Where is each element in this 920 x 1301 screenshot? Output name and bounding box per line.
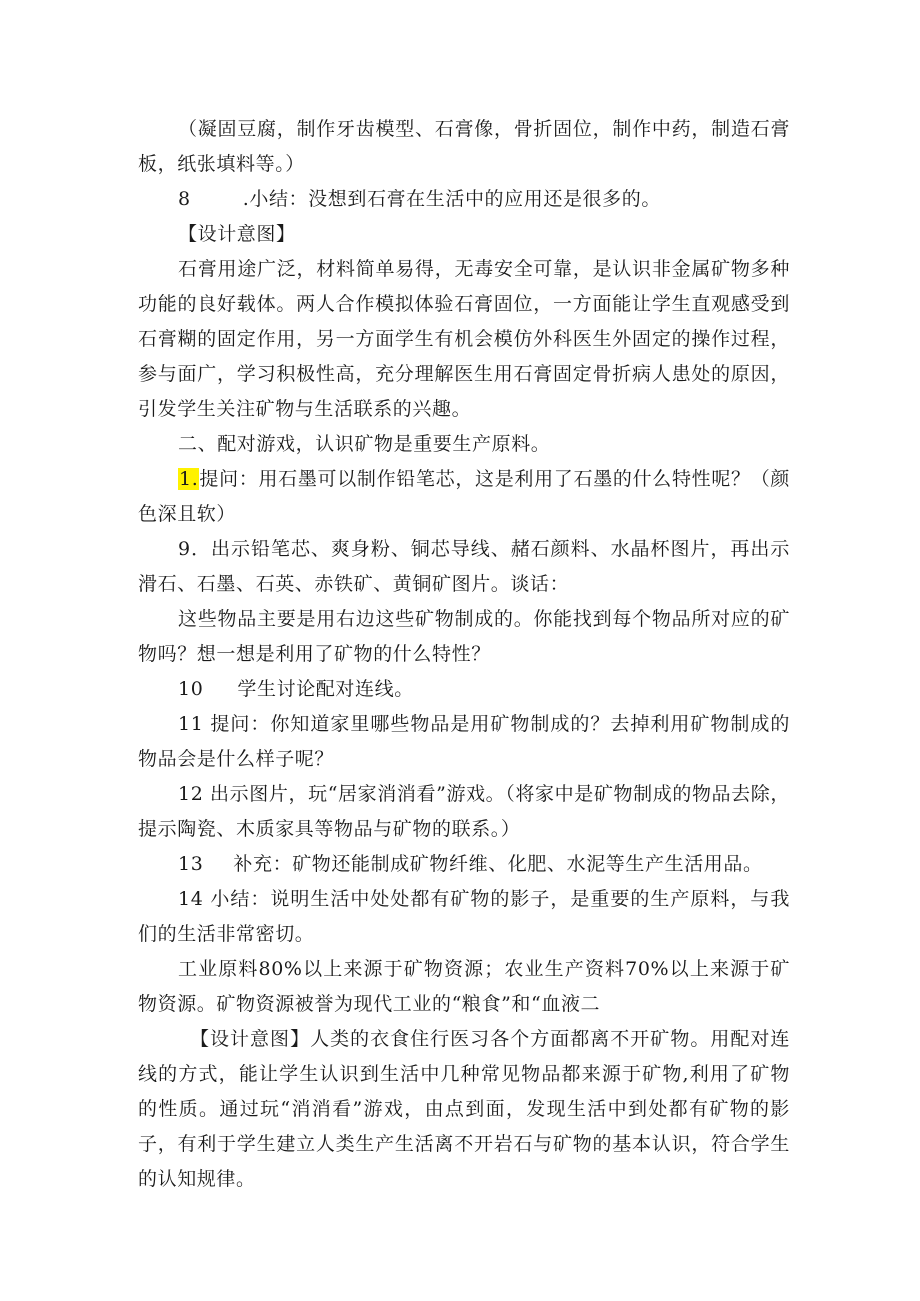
paragraph-industrial-materials: 工业原料80%以上来源于矿物资源；农业生产资料70%以上来源于矿物资源。矿物资源被誉为现代工业的“粮食”和“血液二 [138,958,790,1015]
item-text: 补充：矿物还能制成矿物纤维、化肥、水泥等生产生活用品。 [233,853,763,875]
paragraph-summary-8 [178,182,661,217]
item-text: .小结：没想到石膏在生活中的应用还是很多的。 [242,188,661,210]
design-intent-heading: 【设计意图】 [178,223,296,245]
item-number: 8 [178,188,191,210]
paragraph-question-11: 11 提问：你知道家里哪些物品是用矿物制成的？去掉利用矿物制成的物品会是什么样子呢？ [138,713,790,770]
paragraph-show-pictures-9: 9．出示铅笔芯、爽身粉、铜芯导线、赭石颜料、水晶杯图片，再出示滑石、石墨、石英、赤铁矿、黄铜矿图片。谈话： [138,538,790,595]
paragraph-question-graphite [138,462,790,532]
item-text: 学生讨论配对连线。 [237,678,414,700]
highlighted-item-number: 1. [179,468,199,490]
item-number: 13 [178,853,204,875]
section-heading-matching-game: 二、配对游戏，认识矿物是重要生产原料。 [178,433,551,455]
item-number: 10 [178,678,204,700]
paragraph-gypsum-uses: （凝固豆腐，制作牙齿模型、石膏像，骨折固位，制作中药，制造石膏板，纸张填料等。） [138,118,790,175]
paragraph-game-12: 12 出示图片，玩“居家消消看”游戏。（将家中是矿物制成的物品去除，提示陶瓷、木质家具等物品与矿物的联系。） [138,783,790,840]
paragraph-supplement-13 [178,847,763,882]
paragraph-design-intent-gypsum: 石膏用途广泛，材料简单易得，无毒安全可靠，是认识非金属矿物多种功能的良好载体。两人合作模拟体验石膏固位，一方面能让学生直观感受到石膏糊的固定作用，另一方面学生有机会模仿外科医生外固定的操作过程，参与面广，学习积极性高，充分理解医生用石膏固定骨折病人患处的原因，引发学生关注矿物与生活联系的兴趣。 [138,258,790,420]
paragraph-find-minerals: 这些物品主要是用右边这些矿物制成的。你能找到每个物品所对应的矿物吗？想一想是利用了矿物的什么特性？ [138,608,790,665]
item-text: 提问：用石墨可以制作铅笔芯，这是利用了石墨的什么特性呢？（颜色深且软） [138,468,790,525]
paragraph-summary-14: 14 小结：说明生活中处处都有矿物的影子，是重要的生产原料，与我们的生活非常密切。 [138,888,790,945]
paragraph-discussion-10 [178,672,414,707]
paragraph-design-intent-matching: 【设计意图】人类的衣食住行医习各个方面都离不开矿物。用配对连线的方式，能让学生认识到生活中几种常见物品都来源于矿物,利用了矿物的性质。通过玩“消消看”游戏，由点到面，发现生活中到处都有矿物的影子，有利于学生建立人类生产生活离不开岩石与矿物的基本认识，符合学生的认知规律。 [138,1028,790,1190]
